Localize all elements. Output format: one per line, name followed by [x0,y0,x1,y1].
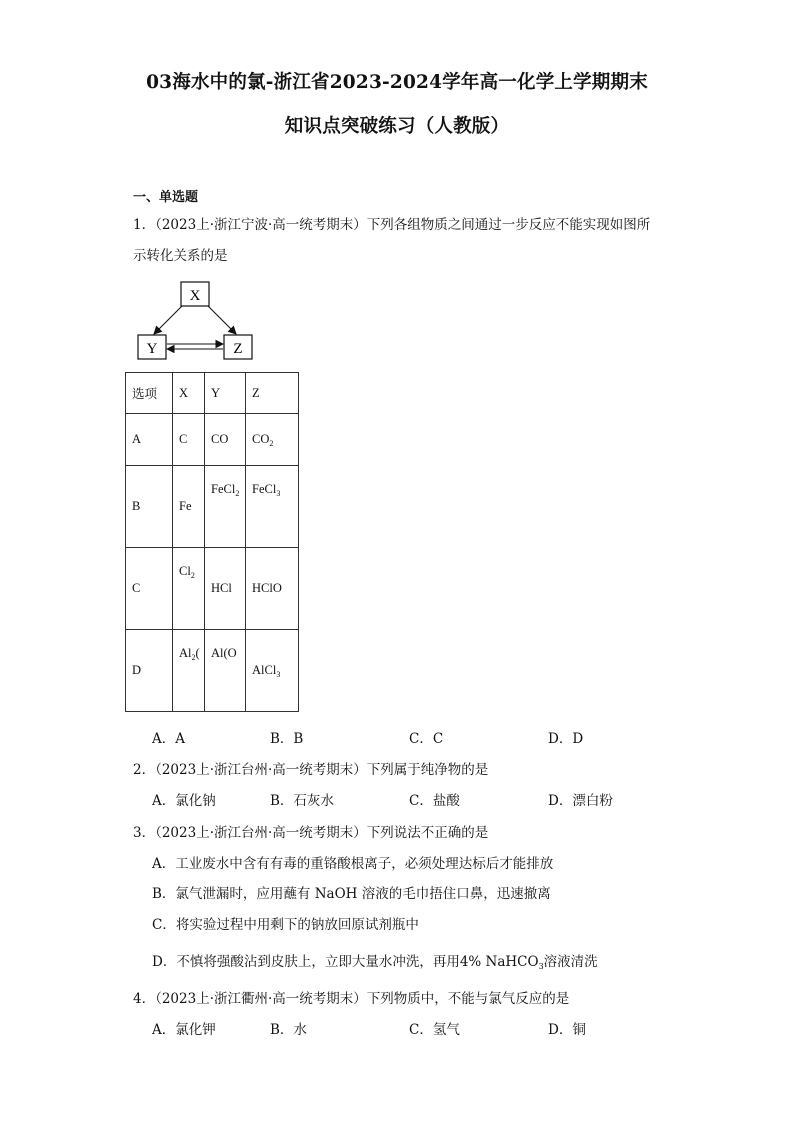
z-cell: HClO [246,548,299,630]
y-cell: CO [205,414,246,466]
y-cell: FeCl$_2$ [205,466,246,548]
x-cell: C [173,414,205,466]
header-cell: 选项 [126,373,173,414]
z-cell: AlCl$_3$ [246,630,299,712]
document-title-line-2: 知识点突破练习（人教版） [284,116,510,137]
q3-choice-c[interactable]: C．将实验过程中用剩下的钠放回原试剂瓶中 [152,917,419,933]
q4-choice-a[interactable]: A．氯化钾 [152,1022,216,1038]
arrow-x-to-y [154,306,182,334]
option-cell: D [126,630,173,712]
option-cell: C [126,548,173,630]
q1-choice-c[interactable]: C．C [409,731,444,747]
option-cell: A [126,414,173,466]
q1-choice-d[interactable]: D．D [548,731,584,747]
q2-choice-a[interactable]: A．氯化钠 [152,793,216,809]
q1-options-table [125,372,299,712]
x-cell: $Al_2$( [173,630,205,712]
table-row [126,630,299,712]
x-cell: $Cl_2$ [173,548,205,630]
q2-stem: 2．（2023上·浙江台州·高一统考期末）下列属于纯净物的是 [133,762,489,778]
q2-choice-c[interactable]: C．盐酸 [409,793,460,809]
q2-choice-d[interactable]: D．漂白粉 [548,793,613,809]
q4-stem: 4．（2023上·浙江衢州·高一统考期末）下列物质中，不能与氯气反应的是 [133,991,570,1007]
arrow-x-to-z [208,306,236,334]
q4-choice-b[interactable]: B．水 [270,1022,307,1038]
label-z: Z [233,341,243,357]
q4-choice-d[interactable]: D．铜 [548,1022,586,1038]
header-cell: Y [205,373,246,414]
table-row [126,466,299,548]
z-cell: $CO_2$ [246,414,299,466]
q3-stem: 3．（2023上·浙江台州·高一统考期末）下列说法不正确的是 [133,825,489,841]
q3-choice-a[interactable]: A．工业废水中含有有毒的重铬酸根离子，必须处理达标后才能排放 [152,856,554,872]
y-cell: HCl [205,548,246,630]
table-row [126,548,299,630]
header-cell: X [173,373,205,414]
x-cell: Fe [173,466,205,548]
table-header-row [126,373,299,414]
q1-choice-a[interactable]: A．A [152,731,185,747]
q1-stem-line-2: 示转化关系的是 [133,248,228,264]
option-cell: B [126,466,173,548]
q3-choice-b[interactable]: B．氯气泄漏时，应用蘸有 NaOH 溶液的毛巾捂住口鼻，迅速撤离 [152,886,551,902]
table-row [126,414,299,466]
document-title-line-1: 03海水中的氯-浙江省2023-2024学年高一化学上学期期末 [146,72,648,93]
q4-choice-c[interactable]: C．氢气 [409,1022,460,1038]
header-cell: Z [246,373,299,414]
label-x: X [189,288,201,304]
label-y: Y [146,341,158,357]
q1-conversion-diagram [130,276,260,366]
q3-choice-d[interactable]: D．不慎将强酸沾到皮肤上，立即大量水冲洗，再用4% NaHCO$_3$溶液清洗 [152,954,598,971]
q2-choice-b[interactable]: B．石灰水 [270,793,334,809]
q1-choice-b[interactable]: B．B [270,731,304,747]
z-cell: FeCl$_3$ [246,466,299,548]
y-cell: Al(O [205,630,246,712]
section-heading: 一、单选题 [133,190,199,205]
q1-stem-line-1: 1．（2023上·浙江宁波·高一统考期末）下列各组物质之间通过一步反应不能实现如图所 [133,217,651,233]
